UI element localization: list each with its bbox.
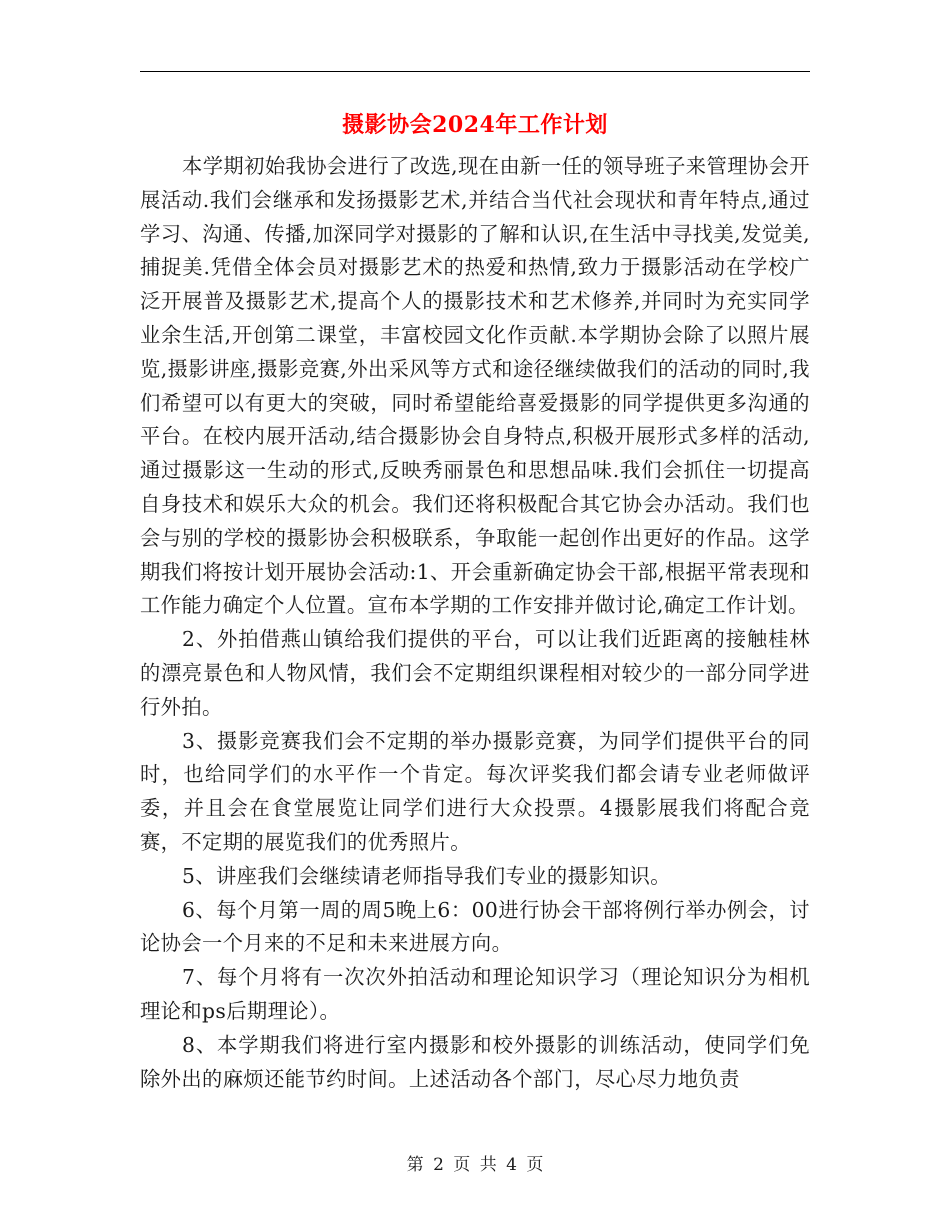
- paragraph: 2、外拍借燕山镇给我们提供的平台，可以让我们近距离的接触桂林的漂亮景色和人物风情，我们会不定期组织课程相对较少的一部分同学进行外拍。: [140, 627, 810, 719]
- paragraph: 5、讲座我们会继续请老师指导我们专业的摄影知识。: [182, 863, 671, 888]
- paragraph: 本学期初始我协会进行了改选,现在由新一任的领导班子来管理协会开展活动.我们会继承和发扬摄影艺术,并结合当代社会现状和青年特点,通过学习、沟通、传播,加深同学对摄影的了解和认识,在生活中寻找美,发觉美,捕捉美.凭借全体会员对摄影艺术的热爱和热情,致力于摄影活动在学校广泛开展普及摄影艺术,提高个人的摄影技术和艺术修养,并同时为充实同学业余生活,开创第二课堂，丰富校园文化作贡献.本学期协会除了以照片展览,摄影讲座,摄影竞赛,外出采风等方式和途径继续做我们的活动的同时,我们希望可以有更大的突破，同时希望能给喜爱摄影的同学提供更多沟通的平台。在校内展开活动,结合摄影协会自身特点,积极开展形式多样的活动,通过摄影这一生动的形式,反映秀丽景色和思想品味.我们会抓住一切提高自身技术和娱乐大众的机会。我们还将积极配合其它协会办活动。我们也会与别的学校的摄影协会积极联系，争取能一起创作出更好的作品。这学期我们将按计划开展协会活动:1、开会重新确定协会干部,根据平常表现和工作能力确定个人位置。宣布本学期的工作安排并做讨论,确定工作计划。: [140, 154, 810, 618]
- header-rule: [140, 71, 810, 72]
- document-body: [140, 150, 810, 1096]
- paragraph: 8、本学期我们将进行室内摄影和校外摄影的训练活动，使同学们免除外出的麻烦还能节约时间。上述活动各个部门，尽心尽力地负责: [140, 1032, 810, 1091]
- paragraph: 3、摄影竞赛我们会不定期的举办摄影竞赛，为同学们提供平台的同时，也给同学们的水平作一个肯定。每次评奖我们都会请专业老师做评委，并且会在食堂展览让同学们进行大众投票。4摄影展我们将配合竞赛，不定期的展览我们的优秀照片。: [140, 728, 810, 854]
- paragraph: 7、每个月将有一次次外拍活动和理论知识学习（理论知识分为相机理论和ps后期理论）。: [140, 965, 810, 1023]
- page-number-footer: 第 2 页 共 4 页: [406, 1155, 544, 1175]
- paragraph: 6、每个月第一周的周5晚上6：00进行协会干部将例行举办例会，讨论协会一个月来的不足和未来进展方向。: [140, 897, 810, 956]
- document-title: 摄影协会2024年工作计划: [342, 112, 608, 138]
